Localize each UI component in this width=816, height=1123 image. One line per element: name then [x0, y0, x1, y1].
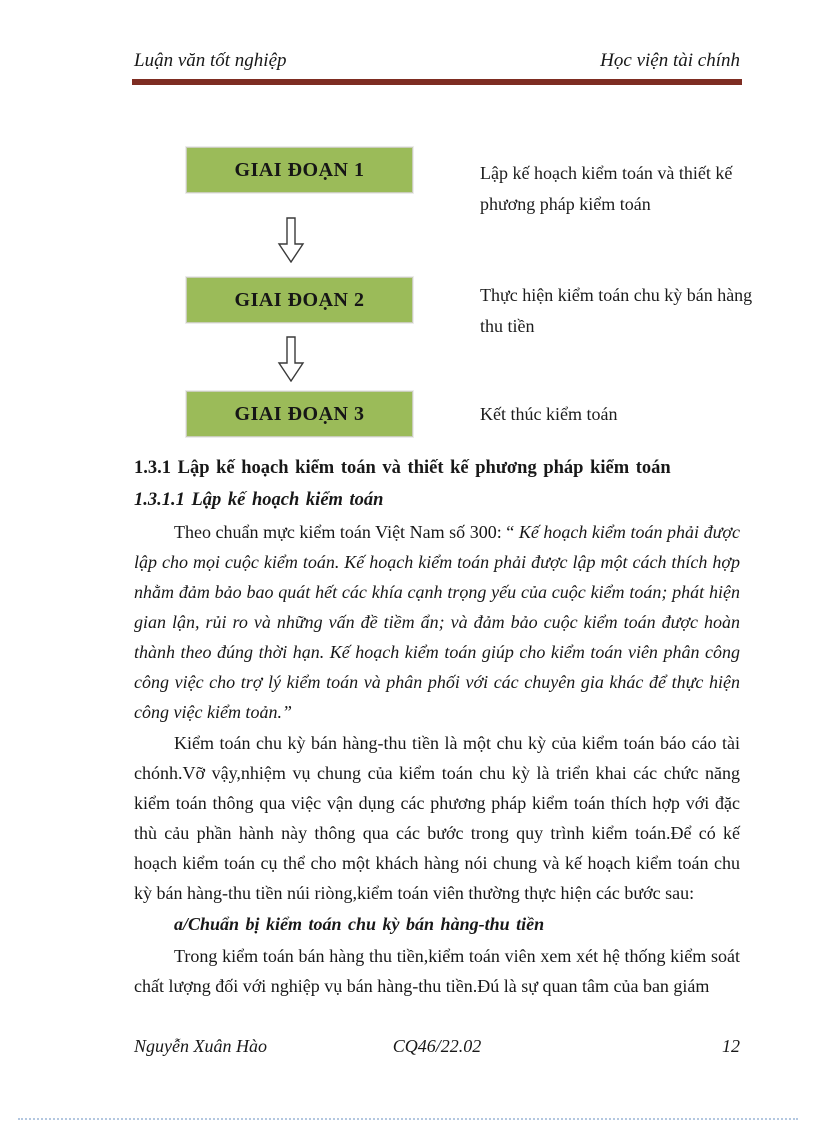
paragraph-standard-quote [134, 517, 740, 727]
footer-author: Nguyễn Xuân Hào [134, 1036, 267, 1056]
flowchart-stage-2-description: Thực hiện kiểm toán chu kỳ bán hàng thu tiền [480, 285, 753, 336]
header-right-title: Học viện tài chính [600, 50, 740, 71]
down-arrow-icon [277, 217, 305, 263]
header-left-title: Luận văn tốt nghiệp [134, 50, 287, 71]
footer-page-number: 12 [722, 1036, 740, 1056]
flowchart-stage-1-description: Lập kế hoạch kiểm toán và thiết kế phương pháp kiểm toán [480, 163, 733, 214]
quote-intro-text: Theo chuẩn mực kiểm toán Việt Nam số 300: “ [174, 522, 519, 542]
section-heading-131: 1.3.1 Lập kế hoạch kiểm toán và thiết kế phương pháp kiểm toán [134, 458, 671, 478]
quote-italic-text: Kế hoạch kiểm toán phải được lập cho mọi cuộc kiểm toán. Kế hoạch kiểm toán phải được lập một cách thích hợp nhằm đảm bảo bao quát hết các khía cạnh trọng yếu của cuộc kiểm toán; phát hiện gian lận, rủi ro và những vấn đề tiềm ẩn; và đảm bảo cuộc kiểm toán được hoàn thành theo đúng thời hạn. Kế hoạch kiểm toán giúp cho kiểm toán viên phân công công việc cho trợ lý kiểm toán và phân phối với các chuyên gia khác để thực hiện công việc kiểm toản.” [134, 522, 740, 722]
section-heading-1311: 1.3.1.1 Lập kế hoạch kiểm toán [134, 490, 384, 510]
subitem-a-heading: a/Chuẩn bị kiểm toán chu kỳ bán hàng-thu tiền [174, 914, 545, 934]
flowchart-stage-3-label: GIAI ĐOẠN 3 [234, 402, 365, 425]
flowchart-stage-3-box [186, 391, 413, 437]
flowchart-stage-2-label: GIAI ĐOẠN 2 [234, 288, 365, 311]
down-arrow-icon [277, 336, 305, 382]
flowchart-stage-1-label: GIAI ĐOẠN 1 [234, 158, 365, 181]
page-break-dotted-line [18, 1118, 798, 1120]
page-footer [134, 1036, 740, 1057]
header-double-rule [132, 79, 742, 85]
page-header [134, 50, 740, 72]
body-text [134, 452, 740, 1001]
footer-class-code: CQ46/22.02 [392, 1036, 482, 1056]
flowchart-stage-1-box [186, 147, 413, 193]
paragraph-cycle-overview: Kiểm toán chu kỳ bán hàng-thu tiền là một chu kỳ của kiểm toán báo cáo tài chónh.Vỡ vậy,nhiệm vụ chung của kiểm toán chu kỳ là triển khai các chức năng kiểm toán thông qua việc vận dụng các phương pháp kiểm toán thích hợp với đặc thù cảu phần hành này thông qua các bước trong quy trình kiểm toán.Để có kế hoạch kiểm toán cụ thể cho một khách hàng nói chung và kế hoạch kiểm toán chu kỳ bán hàng-thu tiền núi riòng,kiểm toán viên thường thực hiện các bước sau: [134, 733, 740, 903]
flowchart-stage-2-box [186, 277, 413, 323]
paragraph-preparation: Trong kiểm toán bán hàng thu tiền,kiểm toán viên xem xét hệ thống kiểm soát chất lượng đối với nghiệp vụ bán hàng-thu tiền.Đú là sự quan tâm của ban giám [134, 946, 740, 996]
flowchart-stage-3-description: Kết thúc kiểm toán [480, 404, 618, 424]
